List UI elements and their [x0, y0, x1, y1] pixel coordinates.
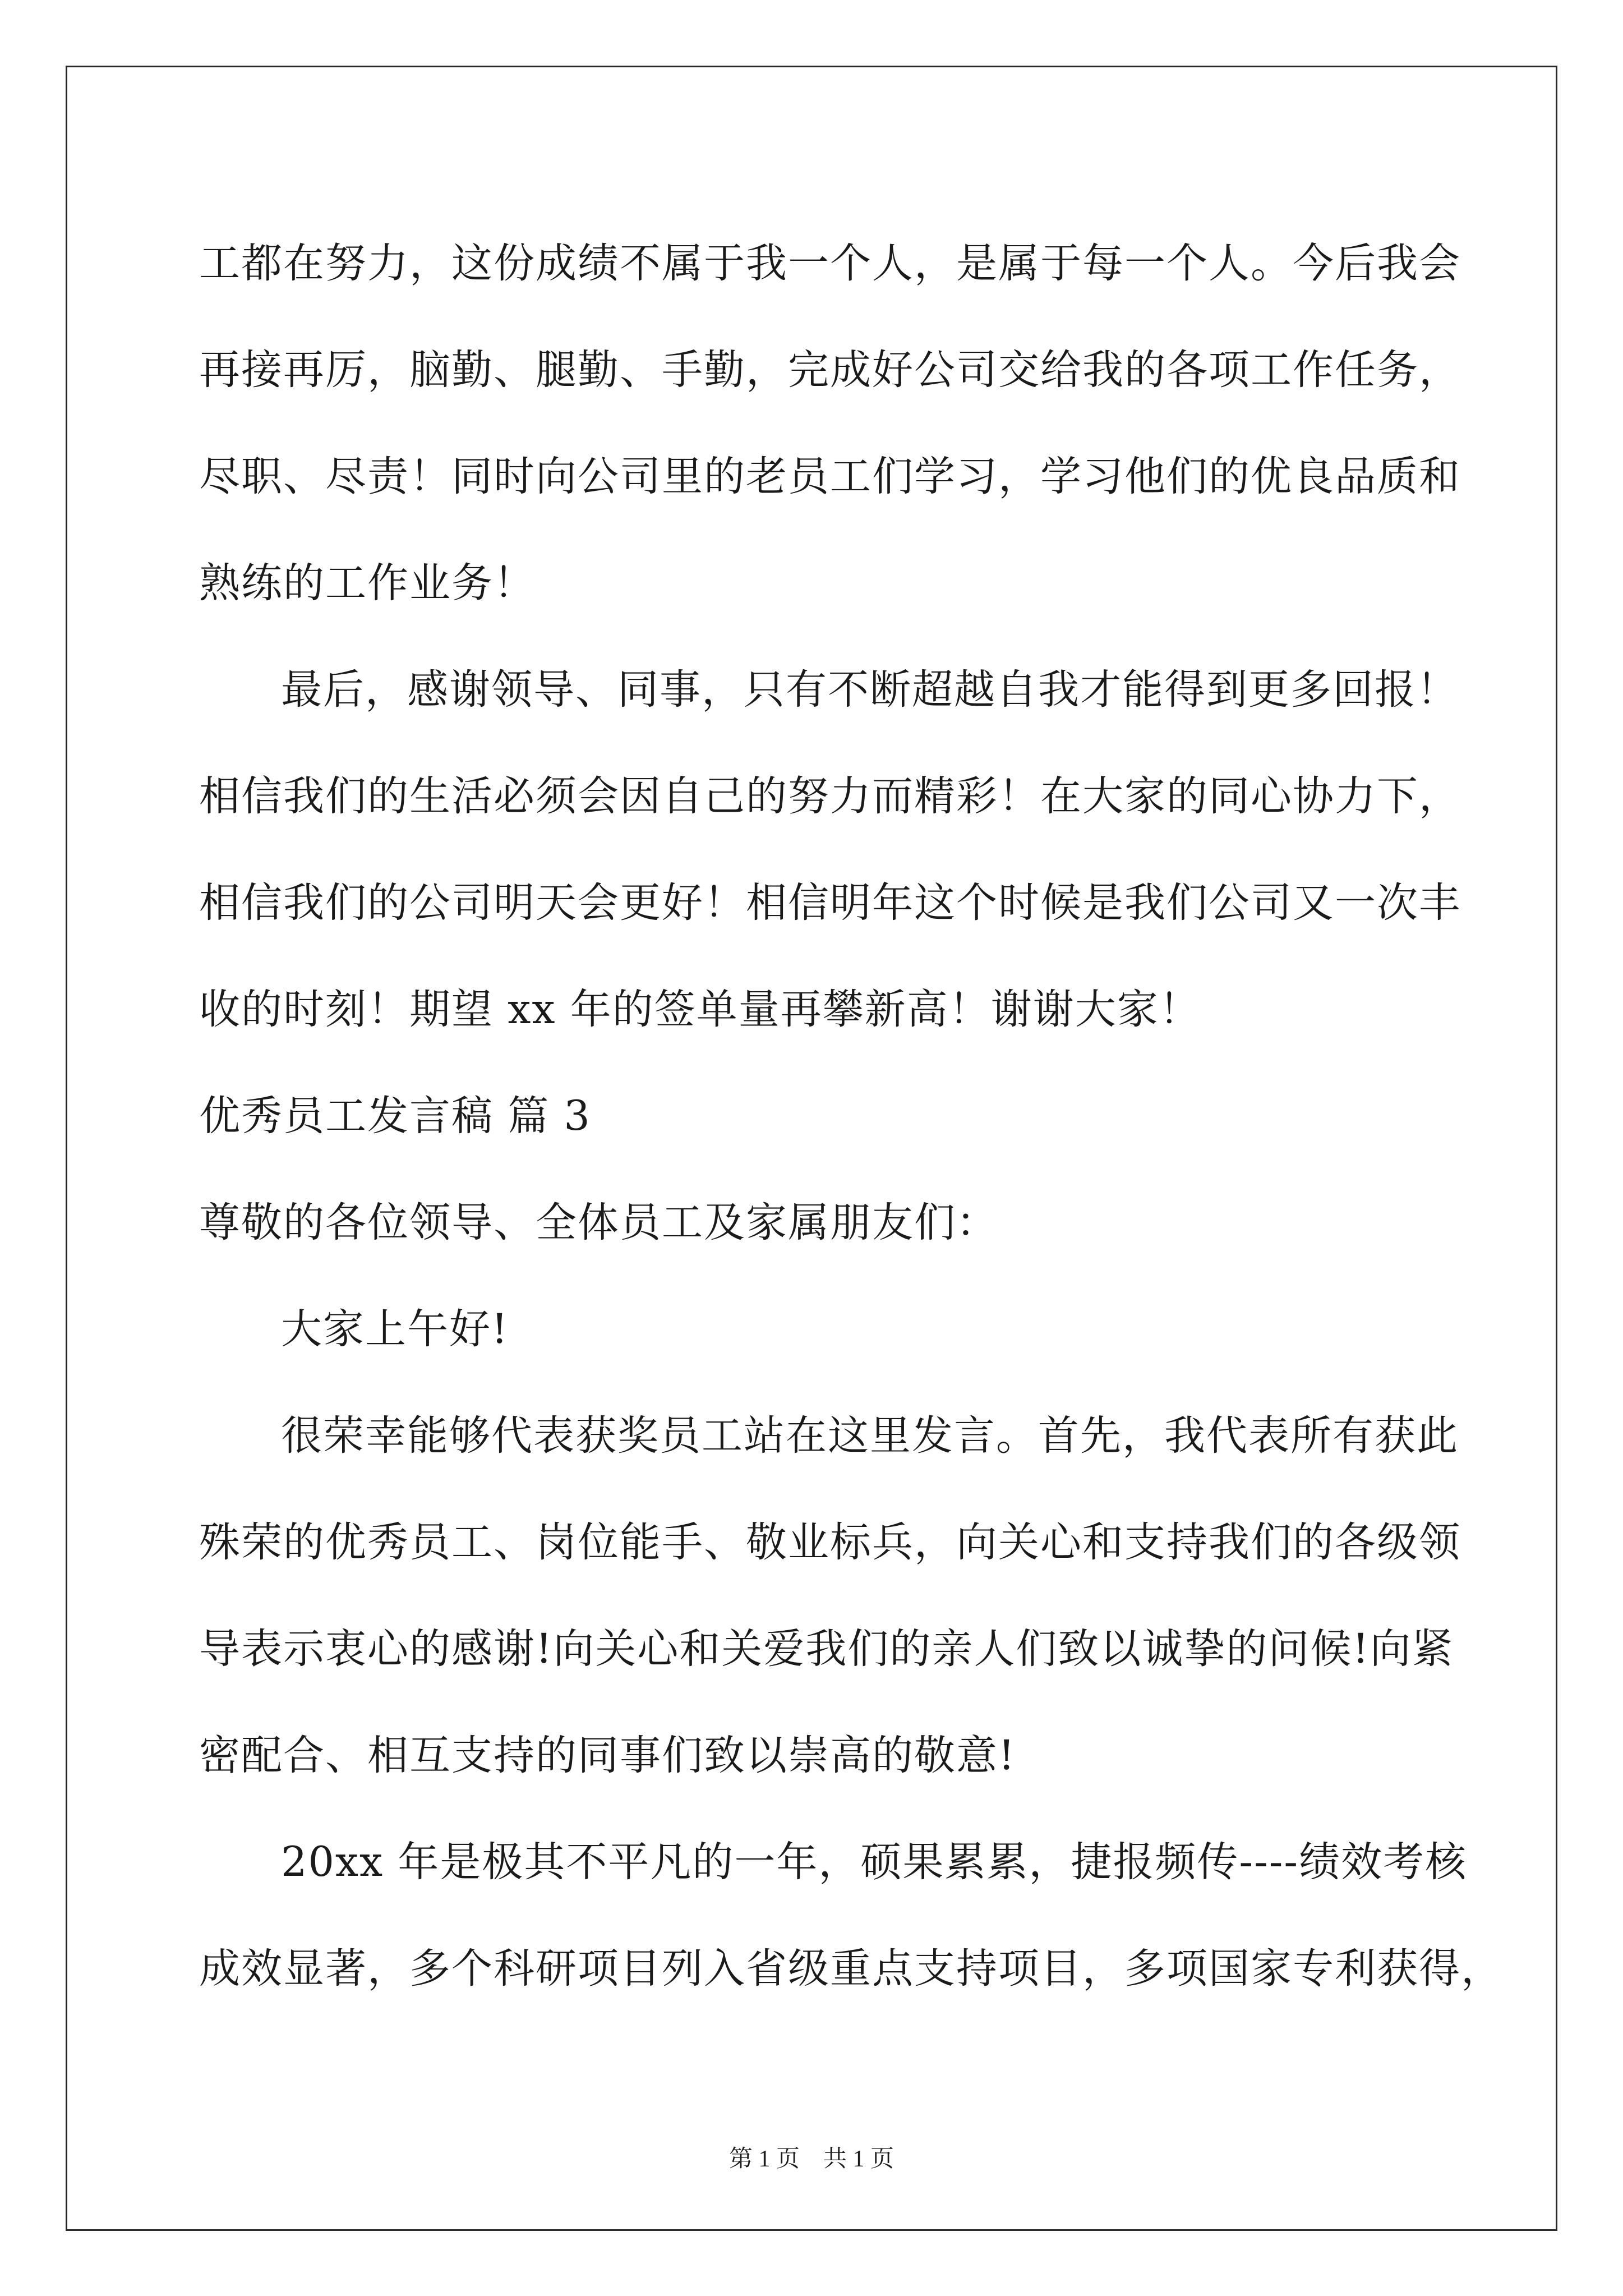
text-line-2: 再接再厉，脑勤、腿勤、手勤，完成好公司交给我的各项工作任务， — [199, 346, 1461, 394]
page-footer: 第 1 页 共 1 页 — [728, 2146, 894, 2172]
text-line-17: 成效显著，多个科研项目列入省级重点支持项目，多项国家专利获得， — [199, 1945, 1503, 1993]
section-heading: 优秀员工发言稿 篇 3 — [199, 1092, 591, 1140]
text-line-16: 20xx 年是极其不平凡的一年，硕果累累，捷报频传----绩效考核 — [281, 1838, 1468, 1886]
text-line-15: 密配合、相互支持的同事们致以崇高的敬意! — [199, 1732, 1016, 1779]
text-line-3: 尽职、尽责！同时向公司里的老员工们学习，学习他们的优良品质和 — [199, 453, 1461, 500]
text-line-12: 很荣幸能够代表获奖员工站在这里发言。首先，我代表所有获此 — [281, 1412, 1459, 1460]
text-line-5: 最后，感谢领导、同事，只有不断超越自我才能得到更多回报！ — [281, 666, 1459, 714]
salutation: 尊敬的各位领导、全体员工及家属朋友们： — [199, 1199, 998, 1246]
text-line-14: 导表示衷心的感谢!向关心和关爱我们的亲人们致以诚挚的问候!向紧 — [199, 1625, 1454, 1673]
text-line-6: 相信我们的生活必须会因自己的努力而精彩！在大家的同心协力下， — [199, 772, 1461, 820]
text-line-7: 相信我们的公司明天会更好！相信明年这个时候是我们公司又一次丰 — [199, 879, 1461, 927]
text-line-1: 工都在努力，这份成绩不属于我一个人，是属于每一个人。今后我会 — [199, 240, 1461, 287]
text-line-13: 殊荣的优秀员工、岗位能手、敬业标兵，向关心和支持我们的各级领 — [199, 1519, 1461, 1566]
text-line-8: 收的时刻！期望 xx 年的签单量再攀新高！谢谢大家！ — [199, 986, 1201, 1033]
document-body — [199, 210, 1503, 2022]
text-line-4: 熟练的工作业务！ — [199, 559, 536, 607]
greeting: 大家上午好! — [281, 1305, 509, 1353]
